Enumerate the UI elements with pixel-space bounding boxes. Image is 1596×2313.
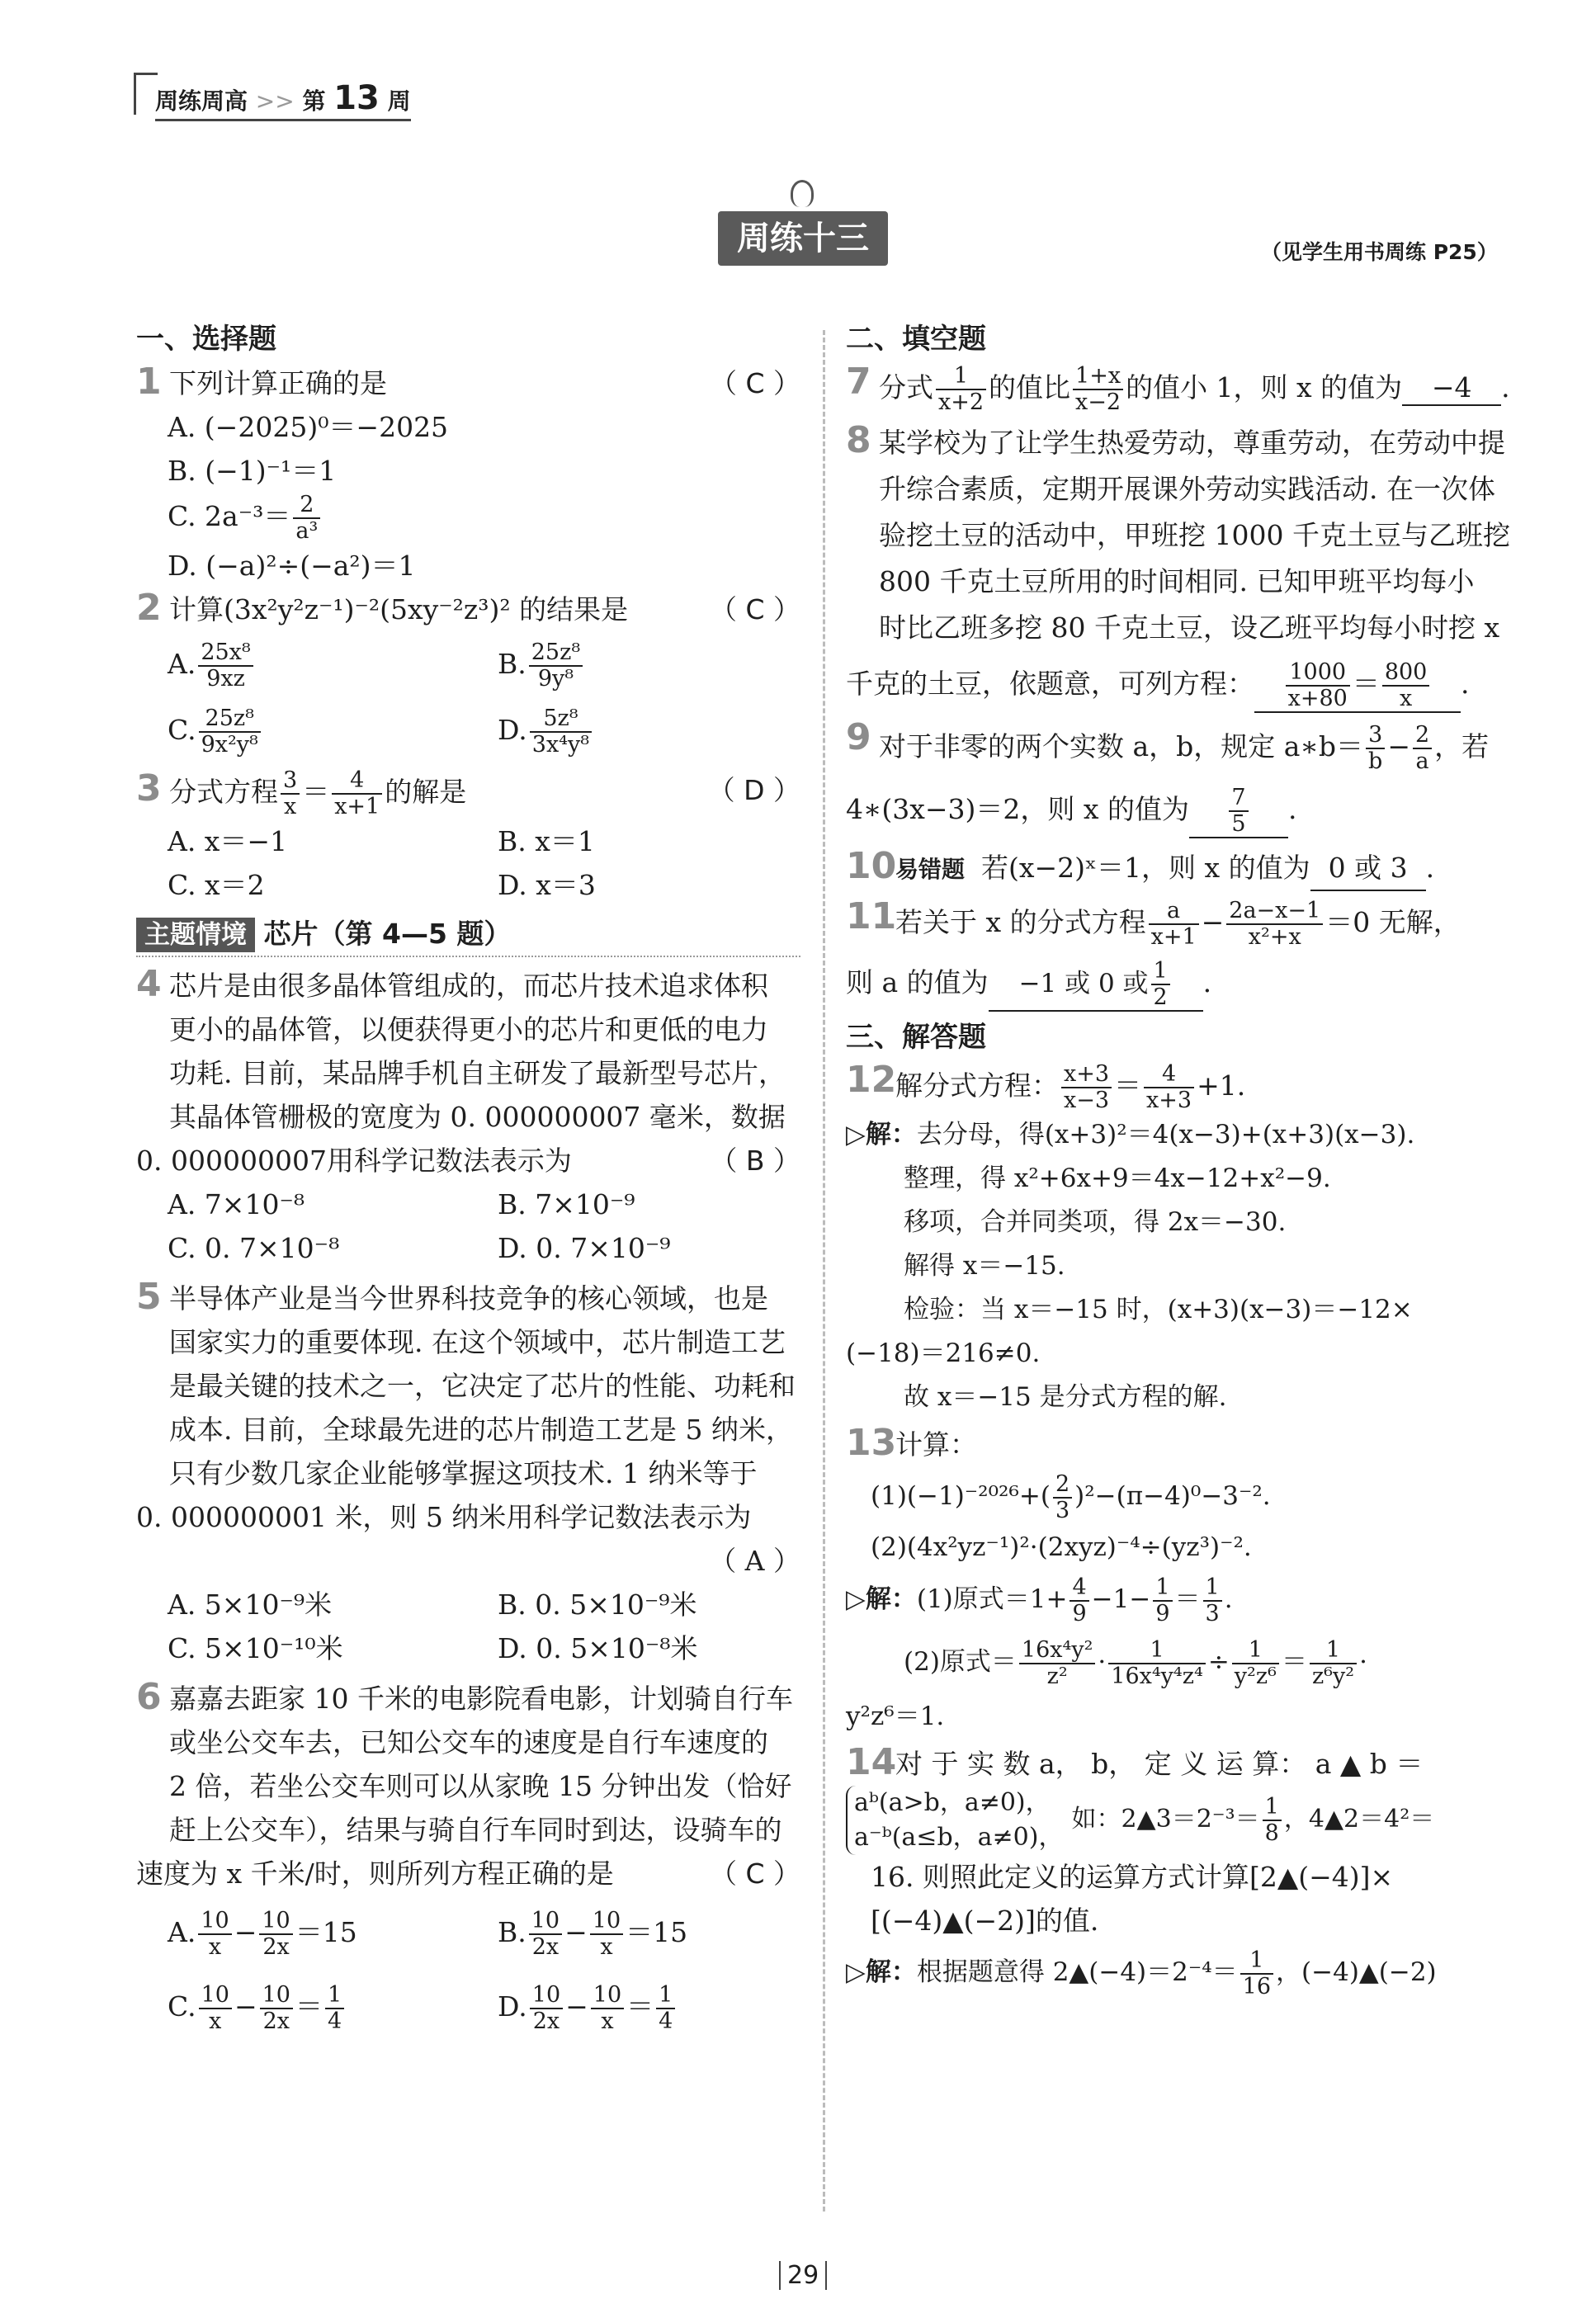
option-a: A. x＝−1 <box>168 825 288 857</box>
answer: （ B ） <box>710 1145 800 1177</box>
page-number: 29 <box>779 2261 827 2290</box>
header-arrows: >> <box>255 87 295 115</box>
section-heading-fill: 二、填空题 <box>846 323 986 356</box>
option-a: A. 7×10⁻⁸ <box>168 1188 305 1220</box>
theme-title: 芯片（第 4—5 题） <box>263 918 512 950</box>
option-b: B. $\frac{10}{2x}$ − $\frac{10}{x}$ ＝15 <box>498 1908 688 1960</box>
question-13: 13 计算： (1)(−1)⁻²⁰²⁶+( $\frac{2}{3}$ )²−(π−4)⁰−3⁻². (2)(4x²yz⁻¹)²·(2xyz)⁻⁴÷(yz³)⁻². ▷解：(1)原式＝1+ $\frac{4}{9}$ −1− $\frac{1}{9}$ ＝ $\frac{1}{3}$ . (2)原式＝ $\frac{\text{16x⁴y²}}{\text{z²}}$ · $\frac{1}{\text{16x⁴y⁴z⁴}}$ ÷ $\frac{1}{\text{y²z⁶}}$ ＝ $\frac{1}{\text{z⁶y²}}$ · y²z⁶＝1. <box>846 1422 1367 1731</box>
answer: （ D ） <box>707 774 800 806</box>
question-12: 12 解分式方程： $\frac{x+3}{x-3}$ ＝ $\frac{4}{x+3}$ +1. ▷解：去分母，得(x+3)²＝4(x−3)+(x+3)(x−3). 整理，得 x²+6x+9＝4x−12+x²−9. 移项，合并同类项，得 2x＝−30. 解得 x＝−15. 检验：当 x＝−15 时，(x+3)(x−3)＝−12× (−18)＝216≠0. 故 x＝−15 是分式方程的解. <box>846 1059 1415 1412</box>
title-label: 周练十三 <box>737 219 869 257</box>
question-7: 7 分式 $\frac{1}{x+2}$ 的值比 $\frac{1+x}{x-2}$ 的值小 1，则 x 的值为 −4 . <box>846 361 1510 415</box>
question-10: 10 易错题 若(x−2)ˣ＝1，则 x 的值为 0 或 3 . <box>846 846 1514 891</box>
option-c: C. 5×10⁻¹⁰米 <box>168 1632 343 1664</box>
left-column <box>136 318 800 2044</box>
option-d: D. x＝3 <box>498 869 596 901</box>
question-text: 计算(3x²y²z⁻¹)⁻²(5xy⁻²z³)² 的结果是 <box>169 593 629 625</box>
option-d: D. 0. 7×10⁻⁹ <box>498 1232 671 1264</box>
question-number: 8 <box>846 419 871 461</box>
question-number: 13 <box>846 1422 897 1464</box>
header-suffix: 周 <box>387 87 411 115</box>
option-b: B. 0. 5×10⁻⁹米 <box>498 1588 697 1621</box>
option-a: A. (−2025)⁰＝−2025 <box>168 411 449 443</box>
question-text: 下列计算正确的是 <box>169 367 387 399</box>
question-number: 4 <box>136 963 162 1005</box>
theme-tag: 主题情境 <box>136 918 255 952</box>
question-14: 14 对 于 实 数 a， b， 定 义 运 算： a ▲ b ＝ aᵇ(a>b，a≠0)， a⁻ᵇ(a≤b，a≠0)， 如：2▲3＝2⁻³＝ $\frac{1}{8}$ ，4▲2＝4²＝ 16. 则照此定义的运算方式计算[2▲(−4)]× [(−4)▲(−2)]的值. ▷解：根据题意得 2▲(−4)＝2⁻⁴＝ $\frac{1}{16}$ ，(−4)▲(−2) <box>846 1741 1437 1999</box>
right-column <box>846 318 1514 2002</box>
header-week-label <box>155 79 411 121</box>
question-number: 9 <box>846 716 871 758</box>
title-banner <box>718 211 888 266</box>
answer-blank: $\frac{7}{5}$ <box>1189 786 1288 838</box>
question-11: 11 若关于 x 的分式方程 $\frac{a}{x+1}$ − $\frac{2a-x-1}{\text{x²+x}}$ ＝0 无解， 则 a 的值为 −1 或 0 或 $\frac{1}{2}$ . <box>846 895 1461 1010</box>
option-c: C. x＝2 <box>168 869 265 901</box>
option-d: D. $\frac{10}{2x}$ − $\frac{10}{x}$ ＝ $\frac{1}{4}$ <box>498 1970 828 2044</box>
header-series: 周练周高 <box>155 87 248 115</box>
section-heading-choice: 一、选择题 <box>136 323 276 356</box>
option-b: B. $\frac{\text{25z⁸}}{\text{9y⁸}}$ <box>498 631 828 697</box>
title-ref: （见学生用书周练 P25） <box>1261 240 1498 264</box>
option-d: D. 0. 5×10⁻⁸米 <box>498 1632 698 1664</box>
option-c: C. 2a⁻³＝ $\frac{2}{\text{a³}}$ <box>136 493 800 544</box>
question-number: 7 <box>846 361 871 403</box>
solution-label: ▷解： <box>846 1957 917 1987</box>
answer: （ C ） <box>709 593 800 625</box>
question-text: 0. 000000007用科学记数法表示为 <box>136 1145 572 1177</box>
question-9: 9 对于非零的两个实数 a，b，规定 a∗b＝ $\frac{3}{b}$ − $\frac{2}{a}$ ，若 4∗(3x−3)＝2，则 x 的值为 $\frac{7}{5}$ . <box>846 716 1490 837</box>
option-a: A. $\frac{10}{x}$ − $\frac{10}{2x}$ ＝15 <box>168 1908 357 1960</box>
answer: （ C ） <box>709 1857 800 1890</box>
option-c: C. $\frac{\text{25z⁸}}{\text{9x²y⁸}}$ <box>168 697 498 763</box>
question-number: 1 <box>136 361 162 403</box>
answer-blank: $\frac{1000}{x+80}$ ＝ $\frac{800}{x}$ <box>1254 660 1461 713</box>
question-6: 6 嘉嘉去距家 10 千米的电影院看电影，计划骑自行车 或坐公交车去，已知公交车的速度是自行车速度的 2 倍，若坐公交车则可以从家晚 15 分钟出发（恰好 赶上公交车），结果与骑自行车同时到达，设骑车的 速度为 x 千米/时，则所列方程正确的是 （ C ） A. $\frac{10}{x}$ − $\frac{10}{2x}$ ＝15 B. $\frac{10}{2x}$ − $\frac{10}{x}$ ＝15 C. $\frac{10}{x}$ − $\frac{10}{2x}$ ＝ $\frac{1}{4}$ D. $\frac{10}{2x}$ − $\frac{10}{x}$ ＝ $\frac{1}{4}$ <box>136 1677 800 2044</box>
question-1 <box>136 361 800 588</box>
option-c: C. 0. 7×10⁻⁸ <box>168 1232 340 1264</box>
option-b: B. x＝1 <box>498 825 595 857</box>
answer-blank: −4 <box>1402 371 1501 406</box>
title-ribbon-icon <box>791 180 814 207</box>
question-4: 4 芯片是由很多晶体管组成的，而芯片技术追求体积 更小的晶体管，以便获得更小的芯片和更低的电力 功耗. 目前，某品牌手机自主研发了最新型号芯片， 其晶体管栅极的宽度为 0. 000000007 毫米，数据 0. 000000007用科学记数法表示为 （ B ） A. 7×10⁻⁸ B. 7×10⁻⁹ C. 0. 7×10⁻⁸ D. 0. 7×10⁻⁹ <box>136 964 800 1270</box>
question-number: 11 <box>846 895 897 937</box>
question-number: 2 <box>136 587 162 629</box>
header-prefix: 第 <box>302 87 326 115</box>
question-text: 0. 000000001 米，则 5 纳米用科学记数法表示为 <box>136 1501 752 1533</box>
option-d: D. $\frac{\text{5z⁸}}{\text{3x⁴y⁸}}$ <box>498 697 828 763</box>
answer-blank: −1 或 0 或 $\frac{1}{2}$ <box>989 959 1203 1012</box>
header-bracket <box>134 73 158 115</box>
question-2 <box>136 588 800 763</box>
piecewise-cases: aᵇ(a>b，a≠0)， a⁻ᵇ(a≤b，a≠0)， <box>846 1786 1063 1855</box>
header-week-num: 13 <box>333 79 380 117</box>
solution-label: ▷解： <box>846 1120 917 1149</box>
question-number: 12 <box>846 1059 897 1101</box>
question-number: 10 <box>846 845 897 887</box>
option-b: B. (−1)⁻¹＝1 <box>168 455 337 487</box>
answer-blank: 0 或 3 <box>1310 846 1426 891</box>
question-text: 速度为 x 千米/时，则所列方程正确的是 <box>136 1857 614 1890</box>
option-b: B. 7×10⁻⁹ <box>498 1188 635 1220</box>
option-d: D. (−a)²÷(−a²)＝1 <box>168 550 416 582</box>
answer: （ A ） <box>709 1545 800 1577</box>
solution-label: ▷解： <box>846 1584 917 1614</box>
theme-heading <box>136 912 800 957</box>
option-a: A. 5×10⁻⁹米 <box>168 1588 333 1621</box>
question-3: 3 分式方程 $\frac{3}{x}$ ＝ $\frac{4}{x+1}$ 的解是 （ D ） A. x＝−1 B. x＝1 C. x＝2 D. x＝3 <box>136 768 800 907</box>
question-number: 3 <box>136 767 162 810</box>
question-8: 8 某学校为了让学生热爱劳动，尊重劳动，在劳动中提 升综合素质，定期开展课外劳动实践活动. 在一次体 验挖土豆的活动中，甲班挖 1000 千克土豆与乙班挖 800 千克土豆所用的时间相同. 已知甲班平均每小 时比乙班多挖 80 千克土豆，设乙班平均每小时挖 x 千克的土豆，依题意，可列方程： $\frac{1000}{x+80}$ ＝ $\frac{800}{x}$ . <box>846 419 1510 711</box>
question-number: 6 <box>136 1676 162 1718</box>
option-a: A. $\frac{\text{25x⁸}}{9xz}$ <box>168 631 498 697</box>
answer: （ C ） <box>709 367 800 399</box>
option-c: C. $\frac{10}{x}$ − $\frac{10}{2x}$ ＝ $\frac{1}{4}$ <box>168 1970 498 2044</box>
question-number: 14 <box>846 1741 897 1783</box>
error-prone-tag: 易错题 <box>895 856 966 883</box>
section-heading-solve: 三、解答题 <box>846 1021 986 1054</box>
question-number: 5 <box>136 1276 162 1318</box>
question-5: 5 半导体产业是当今世界科技竞争的核心领域，也是 国家实力的重要体现. 在这个领域中，芯片制造工艺 是最关键的技术之一，它决定了芯片的性能、功耗和 成本. 目前，全球最先进的芯片制造工艺是 5 纳米， 只有少数几家企业能够掌握这项技术. 1 纳米等于 0. 000000001 米，则 5 纳米用科学记数法表示为 （ A ） A. 5×10⁻⁹米 B. 0. 5×10⁻⁹米 C. 5×10⁻¹⁰米 D. 0. 5×10⁻⁸米 <box>136 1277 800 1670</box>
